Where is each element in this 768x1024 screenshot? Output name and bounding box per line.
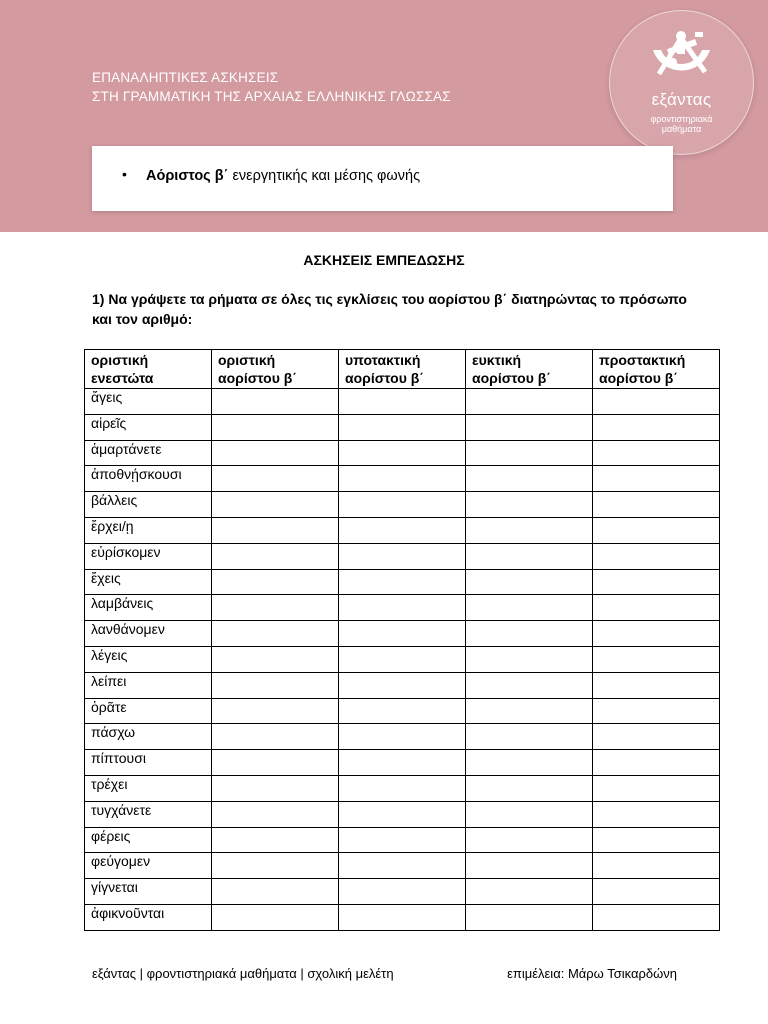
answer-cell[interactable] [466, 466, 593, 492]
column-header-line: υποτακτική [345, 352, 421, 368]
answer-cell[interactable] [212, 879, 339, 905]
answer-cell[interactable] [593, 569, 720, 595]
table-row [85, 879, 720, 905]
answer-cell[interactable] [466, 672, 593, 698]
answer-cell[interactable] [339, 466, 466, 492]
answer-cell[interactable] [212, 543, 339, 569]
answer-cell[interactable] [339, 698, 466, 724]
answer-cell[interactable] [466, 750, 593, 776]
table-row [85, 569, 720, 595]
topic-card [92, 146, 673, 211]
answer-cell[interactable] [339, 775, 466, 801]
answer-cell[interactable] [339, 801, 466, 827]
answer-cell[interactable] [593, 724, 720, 750]
answer-cell[interactable] [466, 879, 593, 905]
logo-name: εξάντας [651, 90, 712, 109]
answer-cell[interactable] [466, 440, 593, 466]
verb-cell: τυγχάνετε [85, 801, 212, 827]
logo-subtitle-1: φροντιστηριακά [650, 114, 713, 124]
answer-cell[interactable] [593, 750, 720, 776]
verb-cell: λανθάνομεν [85, 621, 212, 647]
column-header [466, 350, 593, 389]
column-header-line: αορίστου β΄ [345, 370, 424, 386]
brand-logo [609, 10, 754, 155]
answer-cell[interactable] [212, 853, 339, 879]
table-row [85, 672, 720, 698]
title-line-1: ΕΠΑΝΑΛΗΠΤΙΚΕΣ ΑΣΚΗΣΕΙΣ [92, 70, 279, 85]
answer-cell[interactable] [593, 440, 720, 466]
answer-cell[interactable] [466, 595, 593, 621]
answer-cell[interactable] [212, 827, 339, 853]
answer-cell[interactable] [466, 543, 593, 569]
answer-cell[interactable] [466, 389, 593, 415]
verb-cell: λαμβάνεις [85, 595, 212, 621]
column-header [85, 350, 212, 389]
column-header-line: προστακτική [599, 352, 686, 368]
answer-cell[interactable] [339, 646, 466, 672]
answer-cell[interactable] [466, 904, 593, 930]
answer-cell[interactable] [593, 698, 720, 724]
answer-cell[interactable] [593, 595, 720, 621]
answer-cell[interactable] [212, 904, 339, 930]
answer-cell[interactable] [212, 595, 339, 621]
answer-cell[interactable] [339, 621, 466, 647]
verb-cell: φεύγομεν [85, 853, 212, 879]
answer-cell[interactable] [212, 569, 339, 595]
page-title [92, 68, 451, 106]
answer-cell[interactable] [339, 492, 466, 518]
answer-cell[interactable] [593, 517, 720, 543]
answer-cell[interactable] [212, 621, 339, 647]
answer-cell[interactable] [339, 569, 466, 595]
answer-cell[interactable] [593, 466, 720, 492]
verb-cell: βάλλεις [85, 492, 212, 518]
exercise-table [84, 349, 720, 931]
table-row [85, 646, 720, 672]
answer-cell[interactable] [593, 389, 720, 415]
column-header [339, 350, 466, 389]
answer-cell[interactable] [593, 853, 720, 879]
footer-left: εξάντας | φροντιστηριακά μαθήματα | σχολική μελέτη [92, 966, 394, 981]
answer-cell[interactable] [593, 621, 720, 647]
sextant-icon [645, 28, 718, 88]
verb-cell: ὁρᾶτε [85, 698, 212, 724]
table-row [85, 621, 720, 647]
answer-cell[interactable] [212, 389, 339, 415]
answer-cell[interactable] [466, 775, 593, 801]
table-row [85, 724, 720, 750]
answer-cell[interactable] [212, 440, 339, 466]
verb-cell: τρέχει [85, 775, 212, 801]
verb-cell: εὑρίσκομεν [85, 543, 212, 569]
answer-cell[interactable] [593, 775, 720, 801]
answer-cell[interactable] [212, 775, 339, 801]
verb-cell: λέγεις [85, 646, 212, 672]
table-row [85, 517, 720, 543]
answer-cell[interactable] [339, 414, 466, 440]
table-row [85, 543, 720, 569]
answer-cell[interactable] [466, 621, 593, 647]
answer-cell[interactable] [212, 517, 339, 543]
table-row [85, 492, 720, 518]
column-header [593, 350, 720, 389]
answer-cell[interactable] [339, 750, 466, 776]
answer-cell[interactable] [339, 672, 466, 698]
verb-cell: αἱρεῖς [85, 414, 212, 440]
topic-bold: Αόριστος β΄ [146, 168, 229, 184]
table-row [85, 827, 720, 853]
answer-cell[interactable] [212, 750, 339, 776]
verb-cell: γίγνεται [85, 879, 212, 905]
answer-cell[interactable] [466, 698, 593, 724]
table-body [85, 389, 720, 931]
footer-right: επιμέλεια: Μάρω Τσικαρδώνη [507, 966, 677, 981]
column-header-line: ευκτική [472, 352, 522, 368]
exercise-instruction: 1) Να γράψετε τα ρήματα σε όλες τις εγκλίσεις του αορίστου β΄ διατηρώντας το πρόσωπο και τον αριθμό: [92, 291, 687, 327]
answer-cell[interactable] [339, 827, 466, 853]
answer-cell[interactable] [212, 492, 339, 518]
answer-cell[interactable] [466, 853, 593, 879]
answer-cell[interactable] [466, 569, 593, 595]
table-row [85, 389, 720, 415]
answer-cell[interactable] [339, 879, 466, 905]
answer-cell[interactable] [593, 414, 720, 440]
answer-cell[interactable] [212, 672, 339, 698]
answer-cell[interactable] [339, 440, 466, 466]
answer-cell[interactable] [593, 646, 720, 672]
answer-cell[interactable] [466, 827, 593, 853]
verb-cell: πίπτουσι [85, 750, 212, 776]
verb-cell: ἄγεις [85, 389, 212, 415]
verb-cell: λείπει [85, 672, 212, 698]
answer-cell[interactable] [212, 414, 339, 440]
answer-cell[interactable] [212, 646, 339, 672]
column-header-line: αορίστου β΄ [218, 370, 297, 386]
table-row [85, 440, 720, 466]
answer-cell[interactable] [466, 414, 593, 440]
answer-cell[interactable] [466, 492, 593, 518]
column-header-line: ενεστώτα [91, 370, 154, 386]
logo-subtitle-2: μαθήματα [661, 124, 702, 134]
answer-cell[interactable] [339, 517, 466, 543]
table-row [85, 595, 720, 621]
title-line-2: ΣΤΗ ΓΡΑΜΜΑΤΙΚΗ ΤΗΣ ΑΡΧΑΙΑΣ ΕΛΛΗΝΙΚΗΣ ΓΛΩΣΣΑΣ [92, 89, 451, 104]
table-row [85, 414, 720, 440]
answer-cell[interactable] [466, 517, 593, 543]
answer-cell[interactable] [466, 646, 593, 672]
verb-cell: ἔχεις [85, 569, 212, 595]
topic-rest: ενεργητικής και μέσης φωνής [232, 168, 421, 184]
verb-cell: πάσχω [85, 724, 212, 750]
answer-cell[interactable] [593, 904, 720, 930]
table-row [85, 853, 720, 879]
answer-cell[interactable] [593, 801, 720, 827]
answer-cell[interactable] [339, 724, 466, 750]
answer-cell[interactable] [593, 827, 720, 853]
answer-cell[interactable] [339, 853, 466, 879]
answer-cell[interactable] [339, 595, 466, 621]
answer-cell[interactable] [593, 879, 720, 905]
answer-cell[interactable] [339, 543, 466, 569]
answer-cell[interactable] [593, 492, 720, 518]
answer-cell[interactable] [593, 672, 720, 698]
column-header-line: αορίστου β΄ [472, 370, 551, 386]
answer-cell[interactable] [466, 801, 593, 827]
answer-cell[interactable] [339, 904, 466, 930]
answer-cell[interactable] [466, 724, 593, 750]
answer-cell[interactable] [339, 389, 466, 415]
table-header-row [85, 350, 720, 389]
verb-cell: ἀφικνοῦνται [85, 904, 212, 930]
verb-cell: ἀποθνῄσκουσι [85, 466, 212, 492]
bullet-icon: • [122, 166, 127, 182]
answer-cell[interactable] [593, 543, 720, 569]
table-row [85, 775, 720, 801]
column-header-line: οριστική [218, 352, 276, 368]
table-row [85, 904, 720, 930]
column-header-line: οριστική [91, 352, 149, 368]
column-header-line: αορίστου β΄ [599, 370, 678, 386]
verb-cell: φέρεις [85, 827, 212, 853]
answer-cell[interactable] [212, 724, 339, 750]
answer-cell[interactable] [212, 801, 339, 827]
section-title: ΑΣΚΗΣΕΙΣ ΕΜΠΕΔΩΣΗΣ [303, 252, 465, 268]
table-row [85, 801, 720, 827]
answer-cell[interactable] [212, 698, 339, 724]
answer-cell[interactable] [212, 466, 339, 492]
table-row [85, 750, 720, 776]
verb-cell: ἔρχει/ῃ [85, 517, 212, 543]
column-header [212, 350, 339, 389]
table-row [85, 466, 720, 492]
topic-text [146, 168, 420, 184]
table-row [85, 698, 720, 724]
verb-cell: ἁμαρτάνετε [85, 440, 212, 466]
